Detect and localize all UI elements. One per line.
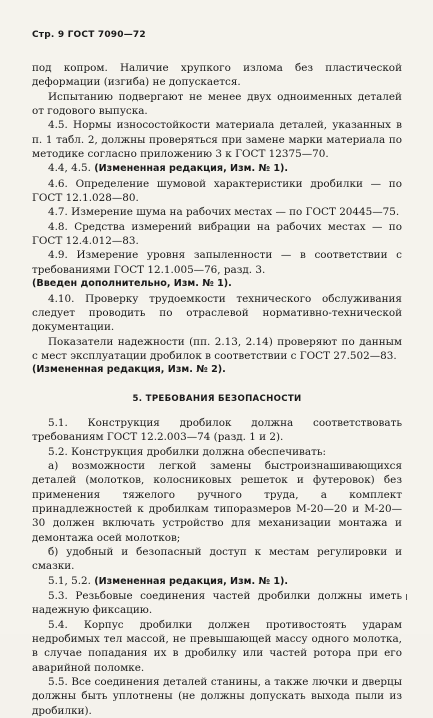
- paragraph: 5.1. Конструкция дробилок должна соответствовать требованиям ГОСТ 12.2.003—74 (разд. 1 и 2).: [32, 416, 402, 444]
- amendment-note: (Введен дополнительно, Изм. № 1).: [32, 278, 232, 290]
- paragraph: 4.5. Нормы износостойкости материала деталей, указанных в п. 1 табл. 2, должны проверяться при замене марки материала по методике согласно приложению 3 к ГОСТ 12375—70.: [32, 119, 402, 161]
- paragraph: 4.9. Измерение уровня запыленности — в соответствии с требованиями ГОСТ 12.1.005—76, разд. 3.: [32, 249, 402, 276]
- paragraph: 4.7. Измерение шума на рабочих местах — по ГОСТ 20445—75.: [48, 206, 400, 219]
- paragraph: 4.8. Средства измерений вибрации на рабочих местах — по ГОСТ 12.4.012—83.: [32, 220, 402, 248]
- amendment-note: [32, 161, 402, 176]
- amendment-note-plain: 4.4, 4.5.: [48, 162, 95, 175]
- paragraph: 4.6. Определение шумовой характеристики дробилки — по ГОСТ 12.1.028—80.: [32, 177, 402, 205]
- amendment-note: (Измененная редакция, Изм. № 2).: [32, 364, 226, 376]
- paragraph: Испытанию подвергают не менее двух одноименных деталей от годового выпуска.: [32, 90, 402, 118]
- amendment-note-bold: (Измененная редакция, Изм. № 1).: [94, 575, 289, 587]
- paragraph: 5.2. Конструкция дробилки должна обеспечивать:: [48, 445, 326, 458]
- paragraph: 4.10. Проверку трудоемкости технического обслуживания следует проводить по отраслевой нормативно-технической документации.: [32, 292, 402, 334]
- paragraph: под копром. Наличие хрупкого излома без пластической деформации (изгиба) не допускается.: [32, 62, 402, 89]
- paragraph: 5.4. Корпус дробилки должен противостоять ударам недробимых тел массой, не превышающей массу одного молотка, в случае попадания их в дробилку или частей ротора при его аварийной поломке.: [32, 618, 402, 674]
- margin-mark: [406, 594, 407, 600]
- paragraph: а) возможности легкой замены быстроизнашивающихся деталей (молотков, колосниковых решеток и футеровок) без применения тяжелого ручного труда, а комплект принадлежностей к дробилкам типоразмеров М-20—20 и М-20—30 должен включать устройство для механизации монтажа и демонтажа осей молотков;: [32, 459, 402, 544]
- amendment-note-plain: 5.1, 5.2.: [48, 574, 95, 587]
- amendment-note: [32, 574, 402, 589]
- page-header: Стр. 9 ГОСТ 7090—72: [32, 30, 146, 40]
- document-body: [32, 61, 402, 718]
- section-title: 5. ТРЕБОВАНИЯ БЕЗОПАСНОСТИ: [132, 393, 302, 404]
- paragraph: б) удобный и безопасный доступ к местам регулировки и смазки.: [32, 546, 402, 573]
- paragraph: Показатели надежности (пп. 2.13, 2.14) проверяют по данным с мест эксплуатации дробилок в соответствии с ГОСТ 27.502—83.: [32, 335, 402, 362]
- paragraph: 5.3. Резьбовые соединения частей дробилки должны иметь надежную фиксацию.: [32, 590, 402, 617]
- amendment-note-bold: (Измененная редакция, Изм. № 1).: [94, 163, 289, 175]
- paragraph: 5.5. Все соединения деталей станины, а также лючки и дверцы должны быть уплотнены (не должны допускать выхода пыли из дробилки).: [32, 676, 402, 717]
